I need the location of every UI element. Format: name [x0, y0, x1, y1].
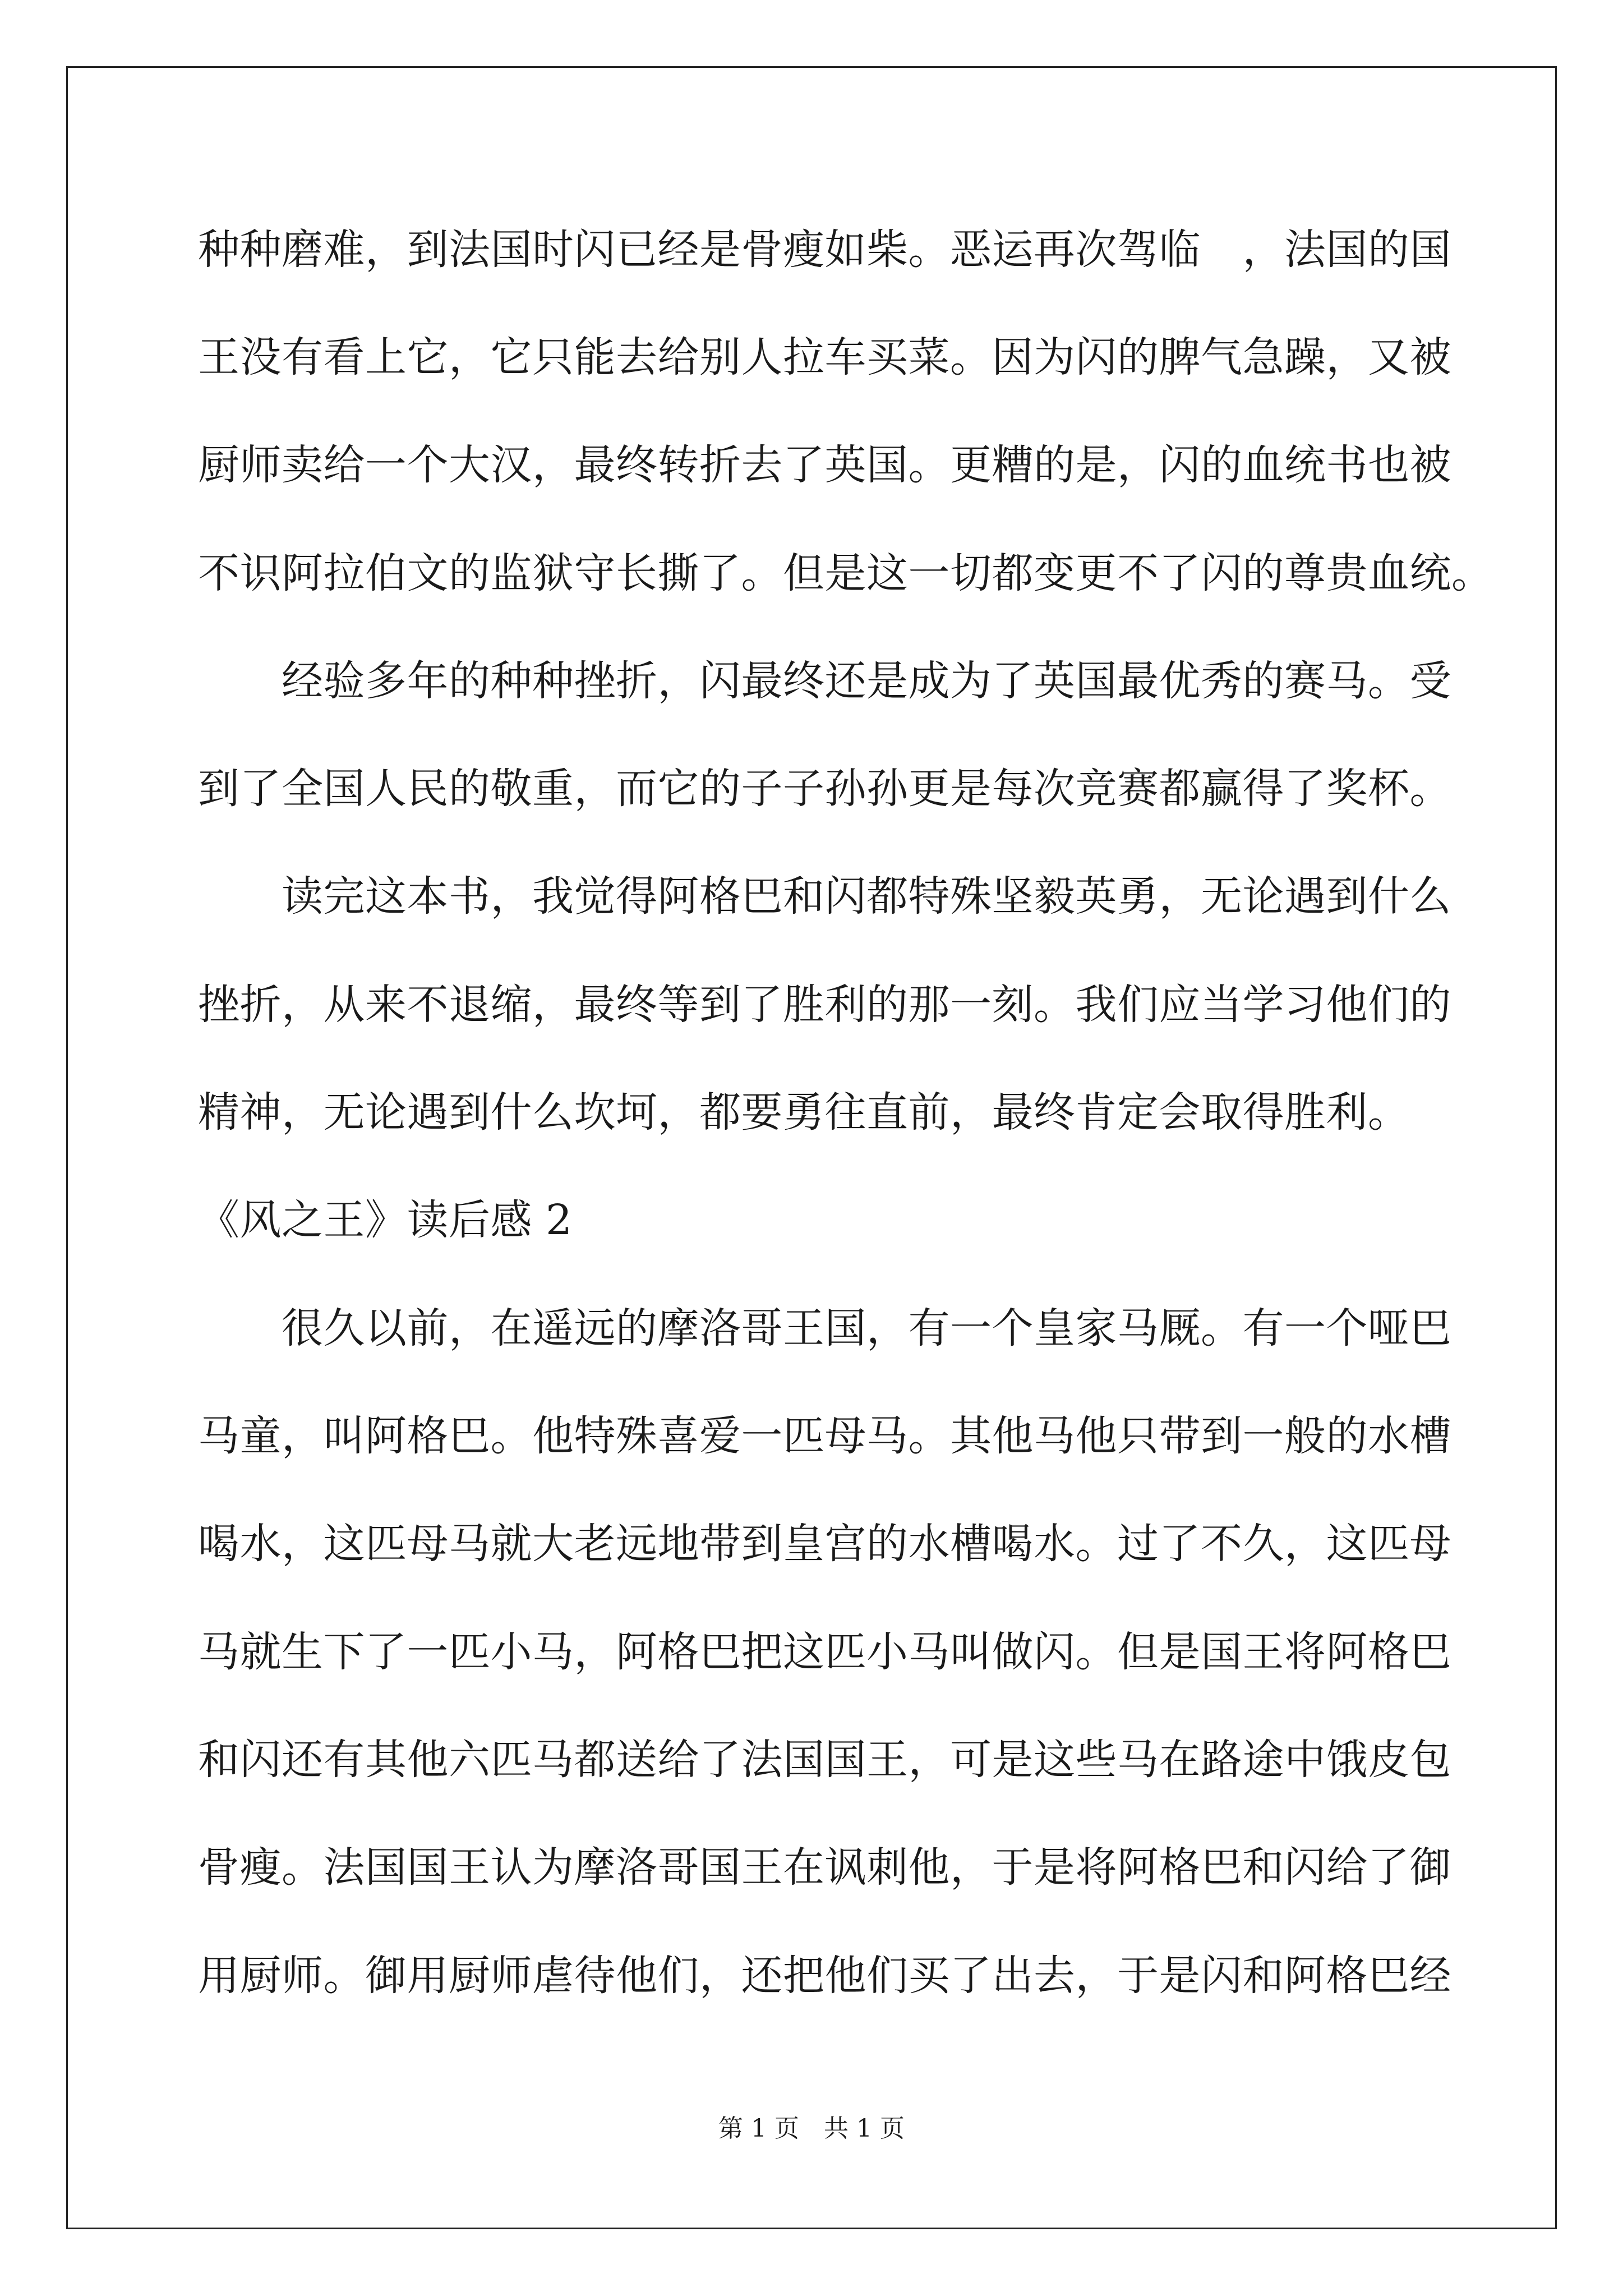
text-line: 马童，叫阿格巴。他特殊喜爱一匹母马。其他马他只带到一般的水槽 [198, 1412, 1451, 1460]
text-line: 种种磨难，到法国时闪已经是骨瘦如柴。恶运再次驾临 ，法国的国 [198, 226, 1451, 274]
text-line: 读完这本书，我觉得阿格巴和闪都特殊坚毅英勇，无论遇到什么 [198, 872, 1451, 921]
text-line: 用厨师。御用厨师虐待他们，还把他们买了出去，于是闪和阿格巴经 [198, 1952, 1451, 2000]
text-line: 马就生下了一匹小马，阿格巴把这匹小马叫做闪。但是国王将阿格巴 [198, 1628, 1451, 1676]
page-footer: 第 1 页 共 1 页 [718, 2114, 905, 2143]
text-line: 王没有看上它，它只能去给别人拉车买菜。因为闪的脾气急躁，又被 [198, 333, 1451, 381]
text-line: 厨师卖给一个大汉，最终转折去了英国。更糟的是，闪的血统书也被 [198, 441, 1451, 489]
text-line: 不识阿拉伯文的监狱守长撕了。但是这一切都变更不了闪的尊贵血统。 [198, 549, 1493, 597]
section-heading: 《风之王》读后感 2 [198, 1196, 573, 1244]
text-line: 挫折，从来不退缩，最终等到了胜利的那一刻。我们应当学习他们的 [198, 981, 1451, 1029]
text-line: 喝水，这匹母马就大老远地带到皇宫的水槽喝水。过了不久，这匹母 [198, 1520, 1451, 1568]
text-line: 精神，无论遇到什么坎坷，都要勇往直前，最终肯定会取得胜利。 [198, 1088, 1410, 1137]
text-line: 经验多年的种种挫折，闪最终还是成为了英国最优秀的赛马。受 [198, 657, 1451, 705]
text-line: 骨瘦。法国国王认为摩洛哥国王在讽刺他，于是将阿格巴和闪给了御 [198, 1843, 1451, 1892]
text-line: 很久以前，在遥远的摩洛哥王国，有一个皇家马厩。有一个哑巴 [198, 1304, 1451, 1352]
text-line: 和闪还有其他六匹马都送给了法国国王，可是这些马在路途中饿皮包 [198, 1736, 1451, 1784]
text-line: 到了全国人民的敬重，而它的子子孙孙更是每次竞赛都赢得了奖杯。 [198, 765, 1451, 813]
